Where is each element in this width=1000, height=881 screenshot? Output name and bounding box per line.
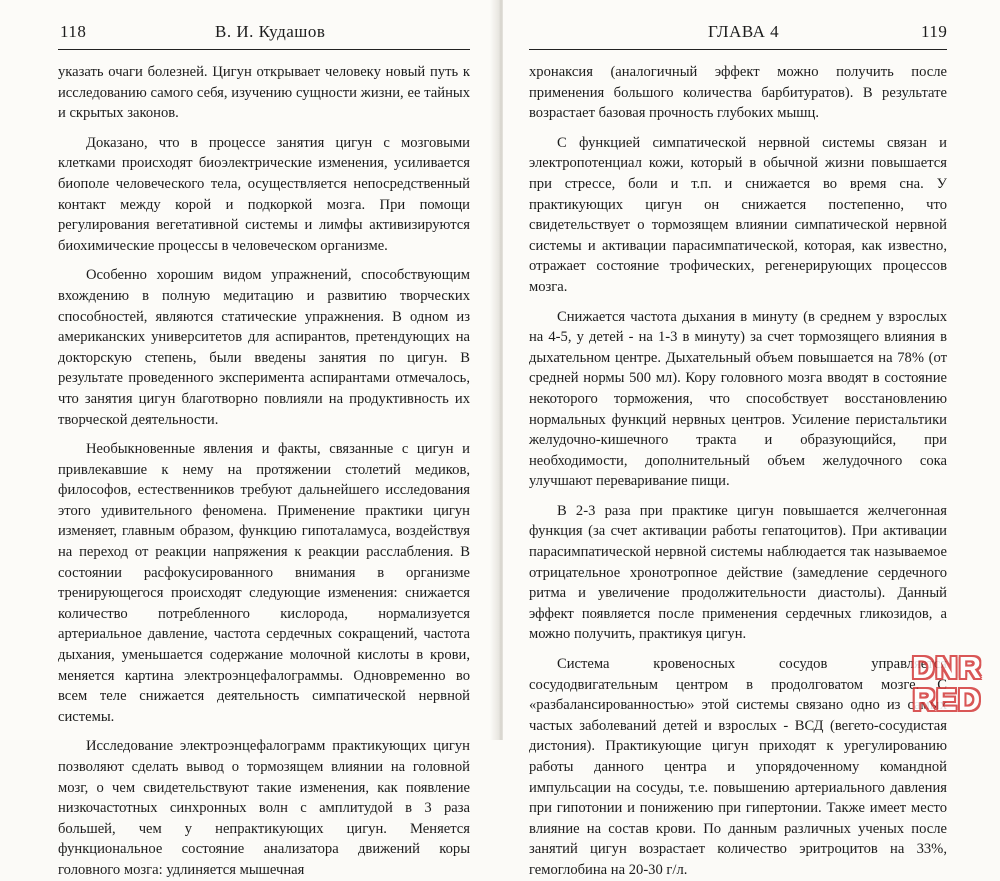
paragraph: хронаксия (аналогичный эффект можно получить после применения большого количества барбитуратов). В результате возрастает базовая прочность глубоких мышц. [529,64,947,122]
paragraph: Исследование электроэнцефалограмм практикующих цигун позволяют сделать вывод о тормозящем влиянии на головной мозг, о чем свидетельствуют такие изменения, как появление низкочастотных синхронных волн с амплитудой в 3 раза большей, чем у непрактикующих цигун. Меняется функциональное состояние анализатора движений коры головного мозга: удлиняется мышечная [58,738,470,878]
left-running-head [0,22,500,46]
paragraph: Система кровеносных сосудов управляется сосудодвигательным центром в продолговатом мозге. С «разбалансированностью» этой системы связано одно из самых частых заболеваний детей и взрослых - ВСД (вегето-сосудистая дистония). Практикующие цигун приходят к урегулированию работы данного центра и упорядоченному командной импульсации на сосуды, т.е. повышению артериального давления при гипотонии и понижению при гипертонии. Также имеет место влияние на состав крови. По данным различных ученых после занятий цигун возрастает количество эритроцитов на 33%, гемоглобина на 20-30 г/л. [529,656,947,878]
right-page [503,0,1000,878]
paragraph: указать очаги болезней. Цигун открывает человеку новый путь к исследованию самого себя, изучению сущности жизни, ее тайных и скрытых законов. [58,64,470,122]
left-body-text [58,62,470,881]
paragraph: С функцией симпатической нервной системы связан и электропотенциал кожи, который в обычной жизни повышается при стрессе, боли и т.п. и снижается во время сна. У практикующих цигун он снижается постепенно, что свидетельствует о тормозящем влиянии симпатической нервной системы и активации парасимпатической, которая, как известно, отражает состояние трофических, регенерирующих процессов мозга. [529,134,947,295]
page-number: 118 [60,22,87,41]
paragraph: Особенно хорошим видом упражнений, способствующим вхождению в полную медитацию и развитию творческих способностей, являются статические упражнения. В одном из американских университетов для аспирантов, претендующих на докторскую степень, были введены занятия по цигун. В результате проведенного эксперимента аспирантами отмечалось, что занятия цигун благотворно повлияли на продуктивность их творческой деятельности. [58,267,470,428]
watermark-line-1: DNR [911,650,983,685]
left-page [0,0,500,878]
watermark-line-2: RED [912,682,982,717]
paragraph: Снижается частота дыхания в минуту (в среднем у взрослых на 4-5, у детей - на 1-3 в минуту) за счет тормозящего влияния в дыхательном центре. Дыхательный объем повышается на 78% (от средней нормы 500 мл). Кору головного мозга вводят в состояние некоторого торможения, что способствует восстановлению нормальных функций нервных центров. Усиление перистальтики желудочно-кишечного тракта и образующийся, при необходимости, дополнительный объем желудочного сока улучшают переваривание пищи. [529,308,947,490]
paragraph: Доказано, что в процессе занятия цигун с мозговыми клетками происходят биоэлектрические изменения, усиливается биополе человеческого тела, осуществляется непосредственный контакт между корой и подкоркой мозга. При помощи регулирования вегетативной системы и лимфы активизируются биохимические процессы в человеческом организме. [58,134,470,254]
right-running-head [503,22,1000,46]
page-number: 119 [921,22,948,41]
right-body-text [529,62,947,881]
author-name: В. И. Кудашов [215,22,326,41]
header-rule [529,49,947,50]
header-rule [58,49,470,50]
paragraph: Необыкновенные явления и факты, связанные с цигун и привлекавшие к нему на протяжении столетий медиков, философов, естественников требуют дальнейшего исследования этого удивительного феномена. Применение практики цигун изменяет, главным образом, функцию гипоталамуса, воздействуя на переход от реакции напряжения к реакции расслабления. В состоянии расфокусированного внимания в организме тренирующегося происходят следующие изменения: снижается количество потребленного кислорода, нормализуется артериальное давление, частота сердечных сокращений, частота дыхания, уменьшается содержание молочной кислоты в крови, меняется картина электроэнцефалограммы. Одновременно во всем теле снижается деятельность симпатической нервной системы. [58,441,470,725]
paragraph: В 2-3 раза при практике цигун повышается желчегонная функция (за счет активации работы гепатоцитов). При активации парасимпатической нервной системы наблюдается так называемое отрицательное хронотропное действие (замедление сердечного ритма и увеличение продолжительности диастолы). Данный эффект появляется после применения сердечных гликозидов, а можно получить, практикуя цигун. [529,502,947,643]
chapter-title: ГЛАВА 4 [708,22,780,41]
